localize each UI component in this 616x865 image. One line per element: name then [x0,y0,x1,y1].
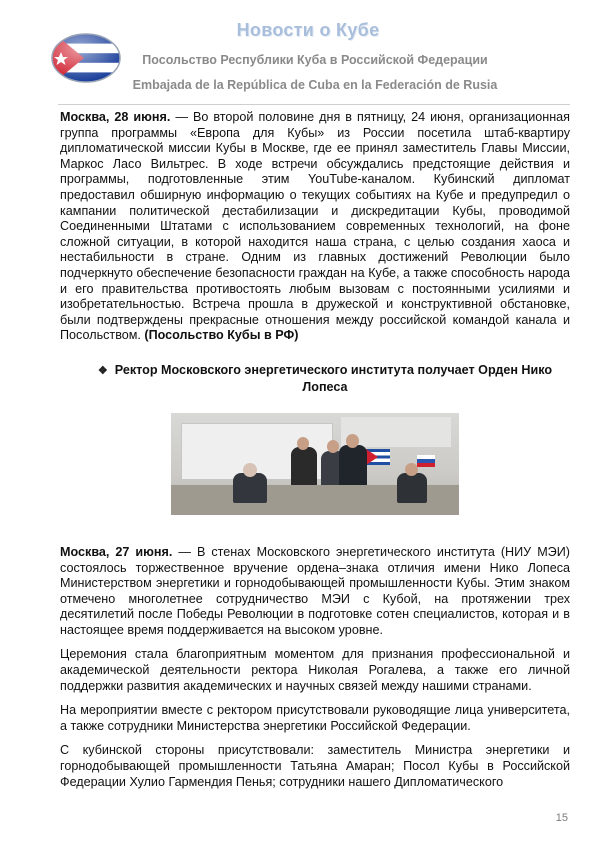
page-number: 15 [555,812,568,824]
article2-paragraph-2: Церемония стала благоприятным моментом для признания профессиональной и академической деятельности ректора Николая Рогалева, а также его личной поддержки развития академических и научных связей между нашими странами. [60,647,570,693]
embassy-name-ru: Посольство Республики Куба в Российской Федерации [142,53,488,67]
header-divider [58,104,570,105]
diamond-bullet-icon: ❖ [97,364,108,377]
page-header [0,0,616,100]
newsletter-title: Новости о Кубе [236,20,380,40]
article2-heading [60,362,570,395]
photo-person-head [346,434,359,448]
spacer [60,515,570,545]
photo-person-head [297,437,309,450]
ceremony-photo [171,413,459,515]
photo-person [397,473,427,503]
article2-paragraph-3: На мероприятии вместе с ректором присутствовали руководящие лица университета, а также сотрудники Министерства энергетики Российской Федерации. [60,703,570,733]
article1-dateline: Москва, 28 июня. [60,110,171,124]
spacer [60,638,570,647]
article2-heading-text: Ректор Московского энергетического института получает Орден Нико Лопеса [114,362,553,394]
article2-paragraph-4: С кубинской стороны присутствовали: заместитель Министра энергетики и горнодобывающей промышленности Татьяна Амаран; Посол Кубы в Российской Федерации Хулио Гармендия Пенья; сотрудники нашего Дипломатического [60,743,570,789]
article1-source: (Посольство Кубы в РФ) [144,328,299,343]
photo-person-head [405,463,418,476]
article2-p1-text: — В стенах Московского энергетического института (НИУ МЭИ) состоялось торжественное вручение ордена–знака отличия имени Нико Лопеса Министерством энергетики и горнодобывающей промышленности Кубы. Этим знаком отмечено многолетнее сотрудничество МЭИ с Кубой, на протяжении трех десятилетий после Победы Революции в подготовке сотен специалистов, которая и в настоящее время поддерживается на высоком уровне. [60,544,570,637]
page-content [60,110,570,790]
photo-russia-flag [417,455,435,467]
spacer [60,734,570,743]
photo-cuba-flag [366,449,390,465]
article2-paragraph-1 [60,545,570,639]
photo-person [233,473,267,503]
photo-person-head [243,463,257,477]
photo-person [339,445,367,487]
photo-person [291,447,317,487]
photo-person-head [327,440,339,453]
article1-paragraph [60,110,570,344]
embassy-name-es: Embajada de la República de Cuba en la Federación de Rusia [132,78,498,92]
article2-dateline: Москва, 27 июня. [60,544,173,559]
article1-body: — Во второй половине дня в пятницу, 24 июня, организационная группа программы «Европа для Кубы» из России посетила штаб-квартиру дипломатической миссии Кубы в Москве, где ее принял заместитель Главы Миссии, Маркос Ласо Вильтрес. В ходе встречи обсуждались предстоящие действия и программы, подготовленные этим YouTube-каналом. Кубинский дипломат предоставил обширную информацию о текущих событиях на Кубе и предупредил о кампании политической дестабилизации и дискредитации Кубы, проводимой Соединенными Штатами с использованием современных технологий, на фоне сложной ситуации, в которой находится наша страна, с целью создания хаоса и нестабильности в стране. Одним из главных достижений Революции было подчеркнуто обеспечение безопасности граждан на Кубе, а также способность народа и его правительства противостоять любым вызовам с постоянными усилиями и изобретательностью. Встреча прошла в дружеской и конструктивной обстановке, были подтверждены прекрасные отношения между российской командой канала и Посольством. [60,110,570,343]
spacer [60,694,570,703]
